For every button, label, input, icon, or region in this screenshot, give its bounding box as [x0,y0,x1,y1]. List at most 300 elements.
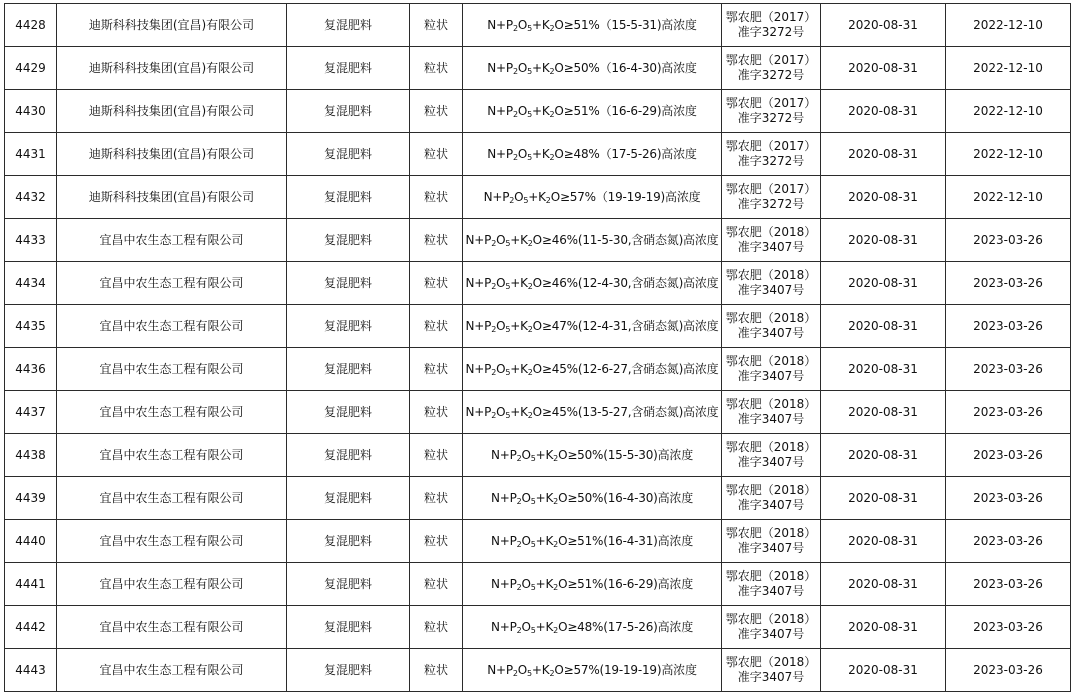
product-form: 粒状 [423,60,448,75]
nutrient-spec: ≥51%(16-4-31)高浓度 [567,533,694,548]
table-row [5,606,1071,649]
registration-number: 准字3407号 [737,326,805,340]
nutrient-formula: $N+P_2O_5+K_2O$ [490,619,568,635]
expiry-date-cell [946,520,1071,563]
registration-prefix: 鄂农肥（2017） [725,182,817,196]
nutrient-formula: $N+P_2O_5+K_2O$ [490,447,568,463]
issue-date-cell [821,262,946,305]
serial-number-cell [5,477,57,520]
product-form: 粒状 [423,361,448,376]
company-name: 宜昌中农生态工程有限公司 [99,275,244,290]
nutrient-spec-cell [463,649,722,692]
form-cell [410,348,463,391]
registration-prefix: 鄂农肥（2018） [725,483,817,497]
registration-prefix: 鄂农肥（2017） [725,139,817,153]
nutrient-spec-cell [463,4,722,47]
product-category: 复混肥料 [323,619,372,634]
company-cell [57,348,287,391]
registration-number: 准字3407号 [737,498,805,512]
registration-prefix: 鄂农肥（2018） [725,268,817,282]
expiry-date-cell [946,434,1071,477]
nutrient-spec-cell [463,606,722,649]
nutrient-formula: $N+P_2O_5+K_2O$ [465,275,542,291]
expiry-date: 2022-12-10 [973,189,1043,204]
form-cell [410,4,463,47]
category-cell [287,47,410,90]
product-form: 粒状 [423,490,448,505]
company-name: 宜昌中农生态工程有限公司 [99,232,244,247]
product-form: 粒状 [423,17,448,32]
issue-date: 2020-08-31 [848,662,918,677]
serial-number-cell [5,47,57,90]
company-name: 宜昌中农生态工程有限公司 [99,318,244,333]
issue-date-cell [821,391,946,434]
issue-date-cell [821,434,946,477]
serial-number-cell [5,133,57,176]
serial-number: 4432 [15,189,46,204]
serial-number: 4429 [15,60,46,75]
table-row [5,305,1071,348]
form-cell [410,649,463,692]
table-row [5,176,1071,219]
expiry-date: 2022-12-10 [973,103,1043,118]
company-cell [57,4,287,47]
table-row [5,477,1071,520]
registration-number: 准字3407号 [737,541,805,555]
table-row [5,90,1071,133]
registration-number-cell [722,219,821,262]
company-cell [57,391,287,434]
form-cell [410,305,463,348]
registration-prefix: 鄂农肥（2018） [725,397,817,411]
product-form: 粒状 [423,275,448,290]
company-cell [57,219,287,262]
category-cell [287,434,410,477]
registration-number-cell [722,391,821,434]
issue-date: 2020-08-31 [848,103,918,118]
issue-date-cell [821,47,946,90]
company-cell [57,434,287,477]
product-category: 复混肥料 [323,275,372,290]
issue-date: 2020-08-31 [848,146,918,161]
registration-number: 准字3407号 [737,369,805,383]
issue-date: 2020-08-31 [848,619,918,634]
serial-number-cell [5,391,57,434]
registration-number: 准字3272号 [737,111,805,125]
registration-number: 准字3407号 [737,283,805,297]
nutrient-spec-cell [463,133,722,176]
nutrient-formula: $N+P_2O_5+K_2O$ [487,662,564,678]
serial-number-cell [5,90,57,133]
company-cell [57,262,287,305]
form-cell [410,520,463,563]
registration-number: 准字3272号 [737,197,805,211]
category-cell [287,262,410,305]
category-cell [287,563,410,606]
company-name: 宜昌中农生态工程有限公司 [99,619,244,634]
table-row [5,434,1071,477]
serial-number-cell [5,649,57,692]
company-name: 迪斯科科技集团(宜昌)有限公司 [88,189,255,204]
issue-date: 2020-08-31 [848,490,918,505]
nutrient-spec-cell [463,434,722,477]
serial-number: 4441 [15,576,46,591]
expiry-date-cell [946,305,1071,348]
registration-number-cell [722,348,821,391]
category-cell [287,520,410,563]
registration-number-cell [722,305,821,348]
expiry-date-cell [946,47,1071,90]
nutrient-spec-cell [463,348,722,391]
product-category: 复混肥料 [323,490,372,505]
category-cell [287,219,410,262]
company-cell [57,305,287,348]
nutrient-spec: ≥57%(19-19-19)高浓度 [563,662,697,677]
issue-date-cell [821,563,946,606]
registration-prefix: 鄂农肥（2018） [725,526,817,540]
issue-date: 2020-08-31 [848,232,918,247]
form-cell [410,262,463,305]
table-row [5,649,1071,692]
product-category: 复混肥料 [323,146,372,161]
serial-number: 4433 [15,232,46,247]
registration-number: 准字3407号 [737,455,805,469]
registration-prefix: 鄂农肥（2018） [725,612,817,626]
product-category: 复混肥料 [323,447,372,462]
expiry-date: 2023-03-26 [973,533,1043,548]
company-name: 宜昌中农生态工程有限公司 [99,490,244,505]
nutrient-spec: ≥45%(12-6-27,含硝态氮)高浓度 [541,361,719,376]
serial-number-cell [5,606,57,649]
registration-prefix: 鄂农肥（2018） [725,225,817,239]
product-category: 复混肥料 [323,17,372,32]
issue-date-cell [821,176,946,219]
registration-prefix: 鄂农肥（2018） [725,440,817,454]
expiry-date: 2023-03-26 [973,576,1043,591]
nutrient-spec-cell [463,520,722,563]
serial-number-cell [5,176,57,219]
company-cell [57,520,287,563]
registration-prefix: 鄂农肥（2018） [725,311,817,325]
serial-number-cell [5,305,57,348]
expiry-date-cell [946,649,1071,692]
expiry-date-cell [946,219,1071,262]
table-row [5,391,1071,434]
company-cell [57,477,287,520]
issue-date-cell [821,219,946,262]
registration-number: 准字3272号 [737,25,805,39]
company-cell [57,133,287,176]
product-form: 粒状 [423,447,448,462]
nutrient-spec: ≥48%（17-5-26)高浓度 [563,146,697,161]
registration-number: 准字3407号 [737,240,805,254]
registration-prefix: 鄂农肥（2017） [725,53,817,67]
expiry-date-cell [946,90,1071,133]
form-cell [410,434,463,477]
registration-number: 准字3407号 [737,584,805,598]
expiry-date: 2023-03-26 [973,361,1043,376]
registration-number-cell [722,47,821,90]
company-name: 宜昌中农生态工程有限公司 [99,533,244,548]
product-form: 粒状 [423,318,448,333]
registration-prefix: 鄂农肥（2018） [725,569,817,583]
issue-date: 2020-08-31 [848,533,918,548]
serial-number: 4434 [15,275,46,290]
category-cell [287,649,410,692]
registration-number-cell [722,176,821,219]
category-cell [287,90,410,133]
company-name: 宜昌中农生态工程有限公司 [99,447,244,462]
registration-number-cell [722,434,821,477]
nutrient-spec-cell [463,477,722,520]
table-row [5,4,1071,47]
registration-number-cell [722,477,821,520]
product-form: 粒状 [423,189,448,204]
nutrient-formula: $N+P_2O_5+K_2O$ [490,533,568,549]
serial-number-cell [5,348,57,391]
company-cell [57,563,287,606]
form-cell [410,391,463,434]
fertilizer-registration-table [4,3,1071,692]
serial-number: 4435 [15,318,46,333]
nutrient-formula: $N+P_2O_5+K_2O$ [487,146,564,162]
serial-number-cell [5,4,57,47]
product-category: 复混肥料 [323,232,372,247]
expiry-date: 2023-03-26 [973,318,1043,333]
category-cell [287,477,410,520]
category-cell [287,176,410,219]
nutrient-spec-cell [463,90,722,133]
company-name: 迪斯科科技集团(宜昌)有限公司 [88,146,255,161]
category-cell [287,348,410,391]
expiry-date-cell [946,133,1071,176]
serial-number: 4442 [15,619,46,634]
nutrient-formula: $N+P_2O_5+K_2O$ [487,60,564,76]
product-form: 粒状 [423,103,448,118]
nutrient-spec-cell [463,176,722,219]
nutrient-formula: $N+P_2O_5+K_2O$ [465,318,542,334]
serial-number-cell [5,563,57,606]
table-row [5,219,1071,262]
issue-date: 2020-08-31 [848,447,918,462]
table-row [5,133,1071,176]
issue-date: 2020-08-31 [848,361,918,376]
issue-date-cell [821,477,946,520]
registration-number: 准字3272号 [737,154,805,168]
product-form: 粒状 [423,662,448,677]
company-cell [57,649,287,692]
nutrient-formula: $N+P_2O_5+K_2O$ [490,490,568,506]
registration-prefix: 鄂农肥（2017） [725,10,817,24]
registration-number-cell [722,563,821,606]
nutrient-spec: ≥50%(16-4-30)高浓度 [567,490,694,505]
issue-date-cell [821,520,946,563]
expiry-date-cell [946,606,1071,649]
issue-date: 2020-08-31 [848,404,918,419]
expiry-date-cell [946,563,1071,606]
table-row [5,348,1071,391]
registration-number-cell [722,262,821,305]
nutrient-formula: $N+P_2O_5+K_2O$ [487,103,564,119]
issue-date-cell [821,90,946,133]
registration-number: 准字3407号 [737,670,805,684]
expiry-date-cell [946,391,1071,434]
nutrient-spec: ≥50%（16-4-30)高浓度 [563,60,697,75]
issue-date: 2020-08-31 [848,576,918,591]
table-body [5,4,1071,692]
company-cell [57,47,287,90]
expiry-date: 2023-03-26 [973,275,1043,290]
company-cell [57,606,287,649]
registration-number-cell [722,133,821,176]
expiry-date: 2023-03-26 [973,447,1043,462]
nutrient-formula: $N+P_2O_5+K_2O$ [487,17,564,33]
table-row [5,520,1071,563]
registration-number-cell [722,4,821,47]
nutrient-spec-cell [463,563,722,606]
serial-number: 4438 [15,447,46,462]
nutrient-spec-cell [463,262,722,305]
expiry-date: 2023-03-26 [973,619,1043,634]
issue-date: 2020-08-31 [848,275,918,290]
registration-number-cell [722,649,821,692]
nutrient-formula: $N+P_2O_5+K_2O$ [483,189,560,205]
table-row [5,563,1071,606]
registration-number: 准字3272号 [737,68,805,82]
product-category: 复混肥料 [323,576,372,591]
nutrient-spec: ≥46%(11-5-30,含硝态氮)高浓度 [541,232,719,247]
serial-number-cell [5,262,57,305]
product-category: 复混肥料 [323,103,372,118]
registration-number: 准字3407号 [737,627,805,641]
nutrient-spec: ≥48%(17-5-26)高浓度 [567,619,694,634]
form-cell [410,606,463,649]
serial-number: 4428 [15,17,46,32]
product-category: 复混肥料 [323,60,372,75]
form-cell [410,563,463,606]
product-form: 粒状 [423,404,448,419]
serial-number: 4440 [15,533,46,548]
category-cell [287,305,410,348]
company-name: 迪斯科科技集团(宜昌)有限公司 [88,17,255,32]
issue-date: 2020-08-31 [848,189,918,204]
nutrient-formula: $N+P_2O_5+K_2O$ [465,232,542,248]
category-cell [287,133,410,176]
nutrient-spec-cell [463,391,722,434]
form-cell [410,477,463,520]
product-form: 粒状 [423,232,448,247]
nutrient-spec: ≥51%(16-6-29)高浓度 [567,576,694,591]
product-category: 复混肥料 [323,189,372,204]
form-cell [410,219,463,262]
company-name: 宜昌中农生态工程有限公司 [99,576,244,591]
product-form: 粒状 [423,533,448,548]
company-name: 宜昌中农生态工程有限公司 [99,404,244,419]
expiry-date: 2023-03-26 [973,404,1043,419]
issue-date-cell [821,606,946,649]
issue-date-cell [821,305,946,348]
serial-number: 4431 [15,146,46,161]
registration-prefix: 鄂农肥（2018） [725,655,817,669]
table-row [5,47,1071,90]
nutrient-spec: ≥51%（16-6-29)高浓度 [563,103,697,118]
issue-date-cell [821,348,946,391]
registration-number-cell [722,606,821,649]
company-name: 迪斯科科技集团(宜昌)有限公司 [88,60,255,75]
expiry-date: 2023-03-26 [973,662,1043,677]
registration-number-cell [722,520,821,563]
expiry-date-cell [946,477,1071,520]
issue-date-cell [821,4,946,47]
product-category: 复混肥料 [323,533,372,548]
nutrient-spec: ≥51%（15-5-31)高浓度 [563,17,697,32]
registration-prefix: 鄂农肥（2017） [725,96,817,110]
product-category: 复混肥料 [323,361,372,376]
product-form: 粒状 [423,146,448,161]
serial-number-cell [5,219,57,262]
nutrient-formula: $N+P_2O_5+K_2O$ [465,404,542,420]
form-cell [410,90,463,133]
issue-date: 2020-08-31 [848,318,918,333]
serial-number: 4436 [15,361,46,376]
registration-number: 准字3407号 [737,412,805,426]
expiry-date: 2022-12-10 [973,60,1043,75]
nutrient-spec-cell [463,47,722,90]
expiry-date-cell [946,176,1071,219]
expiry-date: 2023-03-26 [973,232,1043,247]
issue-date: 2020-08-31 [848,60,918,75]
expiry-date: 2022-12-10 [973,146,1043,161]
serial-number: 4437 [15,404,46,419]
product-form: 粒状 [423,576,448,591]
expiry-date: 2023-03-26 [973,490,1043,505]
company-name: 宜昌中农生态工程有限公司 [99,361,244,376]
serial-number: 4439 [15,490,46,505]
serial-number: 4443 [15,662,46,677]
company-name: 迪斯科科技集团(宜昌)有限公司 [88,103,255,118]
registration-prefix: 鄂农肥（2018） [725,354,817,368]
serial-number: 4430 [15,103,46,118]
company-cell [57,176,287,219]
nutrient-spec: ≥47%(12-4-31,含硝态氮)高浓度 [541,318,719,333]
table-row [5,262,1071,305]
nutrient-spec-cell [463,305,722,348]
product-category: 复混肥料 [323,404,372,419]
form-cell [410,47,463,90]
nutrient-spec: ≥46%(12-4-30,含硝态氮)高浓度 [541,275,719,290]
expiry-date-cell [946,262,1071,305]
issue-date-cell [821,133,946,176]
nutrient-spec-cell [463,219,722,262]
expiry-date: 2022-12-10 [973,17,1043,32]
company-name: 宜昌中农生态工程有限公司 [99,662,244,677]
issue-date-cell [821,649,946,692]
nutrient-spec: ≥45%(13-5-27,含硝态氮)高浓度 [541,404,719,419]
form-cell [410,176,463,219]
category-cell [287,606,410,649]
expiry-date-cell [946,4,1071,47]
expiry-date-cell [946,348,1071,391]
category-cell [287,391,410,434]
nutrient-formula: $N+P_2O_5+K_2O$ [465,361,542,377]
nutrient-formula: $N+P_2O_5+K_2O$ [490,576,568,592]
company-cell [57,90,287,133]
category-cell [287,4,410,47]
issue-date: 2020-08-31 [848,17,918,32]
serial-number-cell [5,434,57,477]
serial-number-cell [5,520,57,563]
product-category: 复混肥料 [323,318,372,333]
